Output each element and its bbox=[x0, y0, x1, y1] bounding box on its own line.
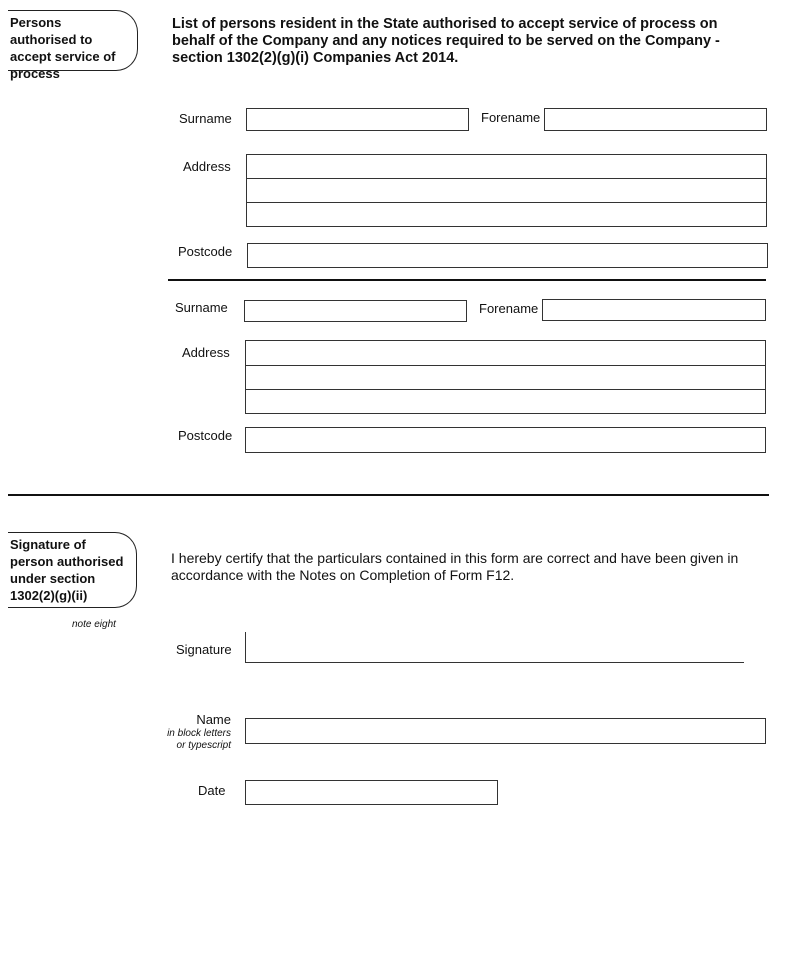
forename-field[interactable] bbox=[544, 108, 767, 131]
postcode-label: Postcode bbox=[178, 244, 233, 259]
name-hint-line-2: or typescript bbox=[176, 740, 231, 751]
address-label: Address bbox=[183, 159, 231, 174]
postcode-label: Postcode bbox=[178, 428, 233, 443]
address-field[interactable] bbox=[246, 154, 767, 227]
signature-label: Signature bbox=[176, 642, 232, 657]
name-hint-line-1: in block letters bbox=[167, 728, 231, 739]
address-field[interactable] bbox=[245, 340, 766, 414]
address-line-3[interactable] bbox=[247, 203, 766, 226]
certification-statement: I hereby certify that the particulars contained in this form are correct and have been given in accordance with the Notes on Completion of Form F12. bbox=[171, 550, 739, 583]
postcode-field[interactable] bbox=[245, 427, 766, 453]
address-line-1[interactable] bbox=[247, 155, 766, 179]
section-tab-label: Signature of person authorised under section 1302(2)(g)(ii) bbox=[10, 537, 124, 603]
name-field[interactable] bbox=[245, 718, 766, 744]
address-label: Address bbox=[182, 345, 230, 360]
date-label: Date bbox=[198, 783, 226, 798]
address-line-2[interactable] bbox=[246, 366, 765, 390]
surname-field[interactable] bbox=[246, 108, 469, 131]
surname-field[interactable] bbox=[244, 300, 467, 322]
section-heading: List of persons resident in the State authorised to accept service of process on behalf of the Company and any notices required to be served on the Company - section 1302(2)(g)(i) Companies Act 2014. bbox=[172, 16, 720, 66]
forename-field[interactable] bbox=[542, 299, 766, 321]
section-tab-label: Persons authorised to accept service of process bbox=[10, 15, 116, 81]
section-tab-signature bbox=[8, 532, 137, 608]
postcode-field[interactable] bbox=[247, 243, 768, 268]
date-field[interactable] bbox=[245, 780, 498, 805]
signature-field[interactable] bbox=[245, 632, 744, 663]
note-reference: note eight bbox=[72, 619, 116, 630]
section-tab-persons-authorised bbox=[8, 10, 138, 81]
surname-label: Surname bbox=[175, 300, 228, 315]
forename-label: Forename bbox=[479, 301, 539, 316]
address-line-3[interactable] bbox=[246, 390, 765, 413]
address-line-2[interactable] bbox=[247, 179, 766, 203]
address-line-1[interactable] bbox=[246, 341, 765, 366]
forename-label: Forename bbox=[481, 110, 541, 125]
person-divider bbox=[168, 279, 766, 281]
name-label-group bbox=[131, 712, 231, 752]
surname-label: Surname bbox=[179, 111, 232, 126]
section-divider bbox=[8, 494, 769, 496]
name-label: Name bbox=[196, 712, 231, 727]
